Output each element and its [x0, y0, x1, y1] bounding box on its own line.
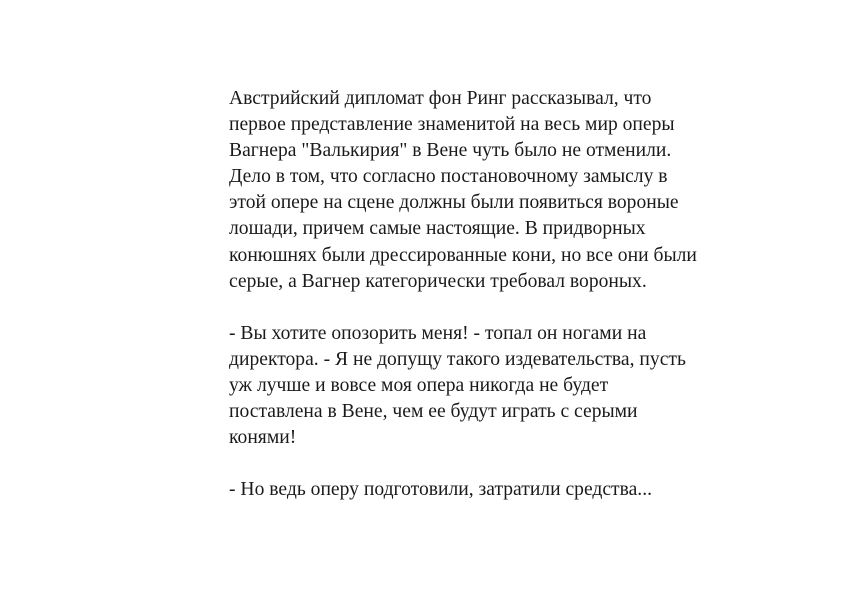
text-line: поставлена в Вене, чем ее будут играть с серыми [229, 401, 638, 423]
paragraph-3 [229, 477, 769, 503]
text-line: серые, а Вагнер категорически требовал вороных. [229, 270, 647, 292]
text-line: конями! [229, 427, 297, 449]
paragraph-1 [229, 86, 769, 295]
text-line: - Но ведь оперу подготовили, затратили средства... [229, 479, 653, 501]
paragraph-2 [229, 321, 769, 451]
text-line: - Вы хотите опозорить меня! - топал он ногами на [229, 322, 647, 344]
text-line: Дело в том, что согласно постановочному замыслу в [229, 166, 668, 188]
text-line: уж лучше и вовсе моя опера никогда не будет [229, 375, 609, 397]
text-line: этой опере на сцене должны были появиться вороные [229, 192, 679, 214]
text-line: директора. - Я не допущу такого издевательства, пусть [229, 348, 686, 370]
body-text [229, 86, 769, 530]
text-line: конюшнях были дрессированные кони, но все они были [229, 244, 697, 266]
text-line: лошади, причем самые настоящие. В придворных [229, 218, 646, 240]
text-line: первое представление знаменитой на весь мир оперы [229, 114, 675, 136]
text-line: Вагнера "Валькирия" в Вене чуть было не отменили. [229, 140, 672, 162]
text-line: Австрийский дипломат фон Ринг рассказывал, что [229, 88, 652, 109]
